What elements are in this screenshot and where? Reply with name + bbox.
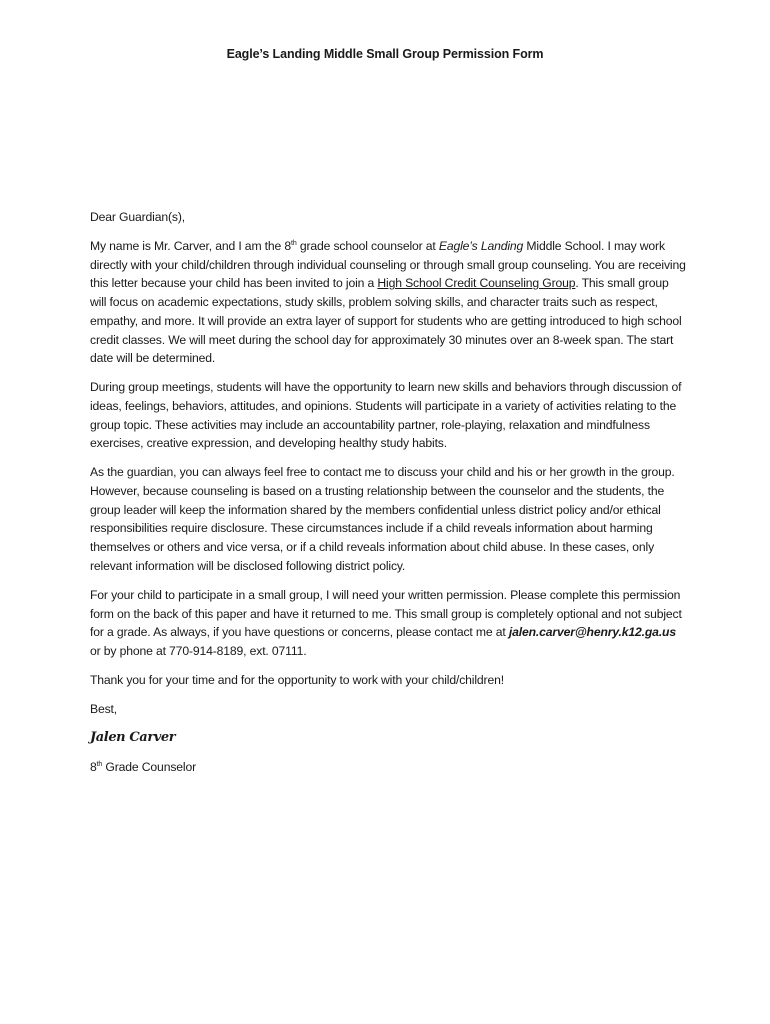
salutation: Dear Guardian(s), bbox=[90, 210, 185, 224]
paragraph-activities: During group meetings, students will have the opportunity to learn new skills and behaviors through discussion of ideas, feelings, behaviors, attitudes, and opinions. Students will participate in a variety of activities relating to the group topic. These activities may include an accountability partner, role-playing, relaxation and mindfulness exercises, creative expression, and developing healthy study habits. bbox=[90, 380, 682, 451]
signature: Jalen Carver bbox=[90, 729, 176, 745]
form-title: Eagle’s Landing Middle Small Group Permission Form bbox=[226, 47, 544, 61]
contact-email: jalen.carver@henry.k12.ga.us bbox=[508, 625, 676, 640]
signer-role: 8th Grade Counselor bbox=[90, 759, 196, 774]
closing: Best, bbox=[90, 701, 118, 716]
group-name: High School Credit Counseling Group bbox=[377, 276, 576, 291]
paragraph-permission: For your child to participate in a small group, I will need your written permission. Please complete this permission form on the back of this paper and have it returned to me. This small group is completely optional and not subject for a grade. As always, if you have questions or concerns, please contact me at jalen.carver@henry.k12.ga.us or by phone at 770-914-8189, ext. 07111. bbox=[90, 587, 682, 658]
paragraph-intro: My name is Mr. Carver, and I am the 8th grade school counselor at Eagle’s Landing Middle School. I may work directly with your child/children through individual counseling or through small group counseling. You are receiving this letter because your child has been invited to join a High School Credit Counseling Group. This small group will focus on academic expectations, study skills, problem solving skills, and character traits such as respect, empathy, and more. It will provide an extra layer of support for students who are getting introduced to high school credit classes. We will meet during the school day for approximately 30 minutes over an 8-week span. The start date will be determined. bbox=[90, 239, 686, 366]
letter-body bbox=[90, 208, 686, 787]
paragraph-confidentiality: As the guardian, you can always feel free to contact me to discuss your child and his or her growth in the group. However, because counseling is based on a trusting relationship between the counselor and the students, the group leader will keep the information shared by the members confidential unless district policy and/or ethical responsibilities require disclosure. These circumstances include if a child reveals information about harming themselves or others and vice versa, or if a child reveals information about child abuse. In these cases, only relevant information will be disclosed following district policy. bbox=[90, 465, 675, 573]
school-name: Eagle’s Landing bbox=[438, 239, 524, 253]
paragraph-thanks: Thank you for your time and for the opportunity to work with your child/children! bbox=[90, 672, 504, 687]
